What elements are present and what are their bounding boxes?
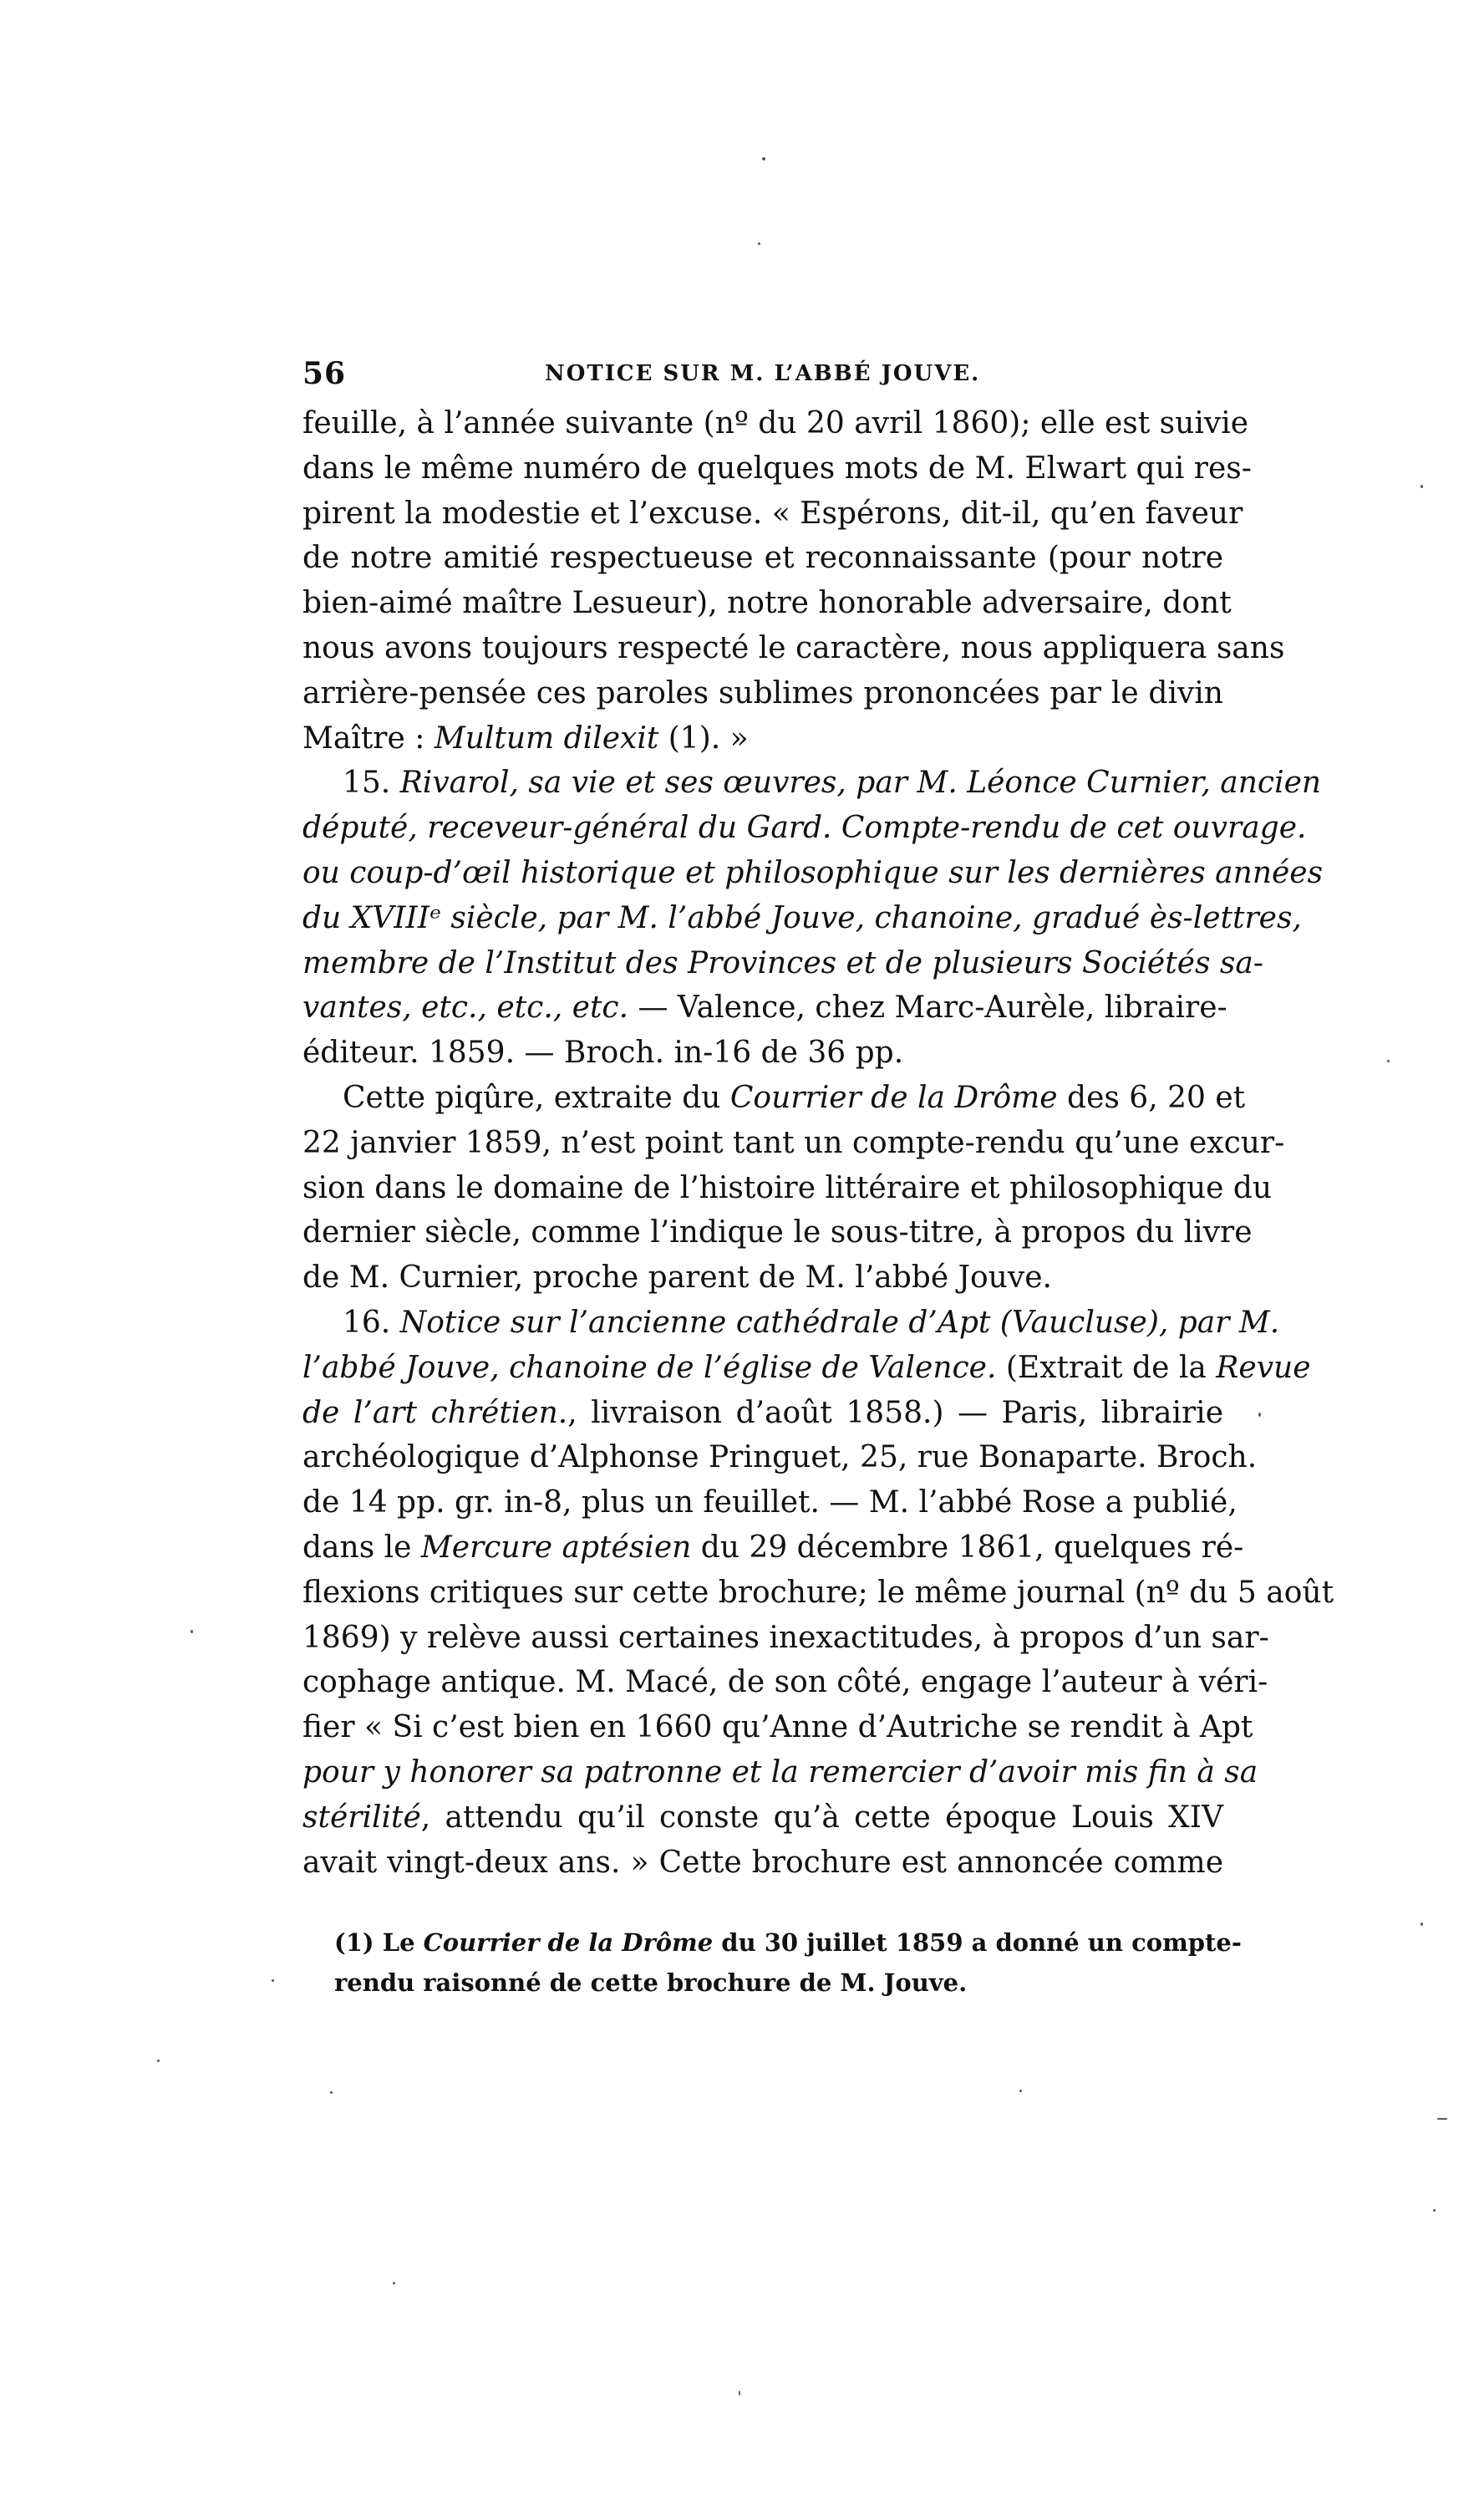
text-line: pirent la modestie et l’excuse. « Espérons, dit-il, qu’en faveur [302, 496, 1243, 531]
scan-speck [1258, 1413, 1261, 1417]
text-line [302, 1391, 1223, 1436]
scan-speck [1019, 2090, 1022, 2092]
text-run: — Valence, chez Marc-Aurèle, libraire- [628, 990, 1227, 1026]
scan-speck [1420, 1922, 1423, 1926]
text-line: 22 janvier 1859, n’est point tant un compte-rendu qu’une excur- [302, 1125, 1285, 1160]
text-line: pour y honorer sa patronne et la remercier d’avoir mis fin à sa [302, 1754, 1258, 1790]
text-line [302, 985, 1227, 1031]
page-number: 56 [302, 356, 347, 391]
text-line: avait vingt-deux ans. » Cette brochure est annoncée comme [302, 1845, 1223, 1880]
text-run: des 6, 20 et [1057, 1080, 1246, 1115]
entry-15-line [302, 761, 1322, 806]
text-run: du 30 juillet 1859 a donné un compte- [713, 1928, 1242, 1957]
newspaper-name: Mercure aptésien [420, 1530, 692, 1565]
text-line: dernier siècle, comme l’indique le sous-titre, à propos du livre [302, 1215, 1253, 1250]
text-line [302, 1346, 1311, 1391]
footnote-line: rendu raisonné de cette brochure de M. Jouve. [334, 1968, 968, 1997]
footnote [334, 1922, 1242, 2003]
newspaper-name: Courrier de la Drôme [729, 1080, 1058, 1115]
text-line: de 14 pp. gr. in-8, plus un feuillet. — M. l’abbé Rose a publié, [302, 1485, 1238, 1520]
text-line [302, 1525, 1244, 1571]
text-line: bien-aimé maître Lesueur), notre honorable adversaire, dont [302, 586, 1232, 621]
entry-title: Rivarol, sa vie et ses œuvres, par M. Léonce Curnier, ancien [399, 766, 1322, 801]
text-line: flexions critiques sur cette brochure; le même journal (nº du 5 août [302, 1575, 1334, 1610]
text-run: dans le [302, 1530, 421, 1565]
entry-16-line [302, 1301, 1280, 1346]
text-run: (1) Le [334, 1928, 424, 1957]
text-line: fier « Si c’est bien en 1660 qu’Anne d’Autriche se rendit à Apt [302, 1710, 1253, 1745]
text-line: de M. Curnier, proche parent de M. l’abbé Jouve. [302, 1260, 1052, 1296]
scan-speck [1420, 485, 1423, 488]
scan-speck [762, 157, 765, 160]
text-run: vantes, etc., etc., etc. [302, 990, 629, 1026]
scan-speck [1387, 1060, 1390, 1062]
text-line: cophage antique. M. Macé, de son côté, engage l’auteur à véri- [302, 1665, 1268, 1700]
entry-title: Notice sur l’ancienne cathédrale d’Apt (Vaucluse), par M. [399, 1305, 1280, 1340]
scan-speck [758, 242, 760, 245]
text-line: membre de l’Institut des Provinces et de plusieurs Sociétés sa- [302, 945, 1264, 980]
text-run: , livraison d’août 1858.) — Paris, librairie [567, 1395, 1224, 1430]
page-header [302, 356, 1223, 406]
text-line: 1869) y relève aussi certaines inexactitudes, à propos d’un sar- [302, 1620, 1269, 1655]
text-line [302, 716, 1223, 761]
text-line: député, receveur-général du Gard. Compte-rendu de cet ouvrage. [302, 811, 1307, 846]
text-run: du 29 décembre 1861, quelques ré- [691, 1530, 1244, 1565]
text-line: dans le même numéro de quelques mots de M. Elwart qui res- [302, 451, 1252, 486]
text-run: stérilité [302, 1800, 421, 1835]
scan-speck [739, 2391, 740, 2396]
text-line: éditeur. 1859. — Broch. in-16 de 36 pp. [302, 1036, 904, 1071]
text-line: sion dans le domaine de l’histoire littéraire et philosophique du [302, 1170, 1273, 1205]
entry-number: 15. [343, 766, 400, 801]
text-line: ou coup-d’œil historique et philosophique sur les dernières années [302, 855, 1324, 890]
scan-speck [191, 1630, 193, 1633]
text-line: nous avons toujours respecté le caractère, nous appliquera sans [302, 630, 1285, 665]
text-line: arrière-pensée ces paroles sublimes prononcées par le divin [302, 675, 1223, 710]
footnote-line [334, 1922, 1242, 1963]
scan-speck [1437, 2118, 1447, 2120]
running-title: NOTICE SUR M. L’ABBÉ JOUVE. [545, 361, 981, 386]
text-line: feuille, à l’année suivante (nº du 20 avril 1860); elle est suivie [302, 406, 1249, 440]
text-run: Maître : [302, 720, 435, 756]
entry-number: 16. [343, 1305, 400, 1340]
text-line: du XVIIIᵉ siècle, par M. l’abbé Jouve, chanoine, gradué ès-lettres, [302, 900, 1302, 935]
text-run: Cette piqûre, extraite du [343, 1080, 730, 1115]
scan-speck [393, 2282, 395, 2284]
scan-speck [330, 2091, 333, 2094]
text-line [302, 1795, 1223, 1841]
text-run: de l’art chrétien. [302, 1395, 568, 1430]
newspaper-name: Courrier de la Drôme [423, 1928, 714, 1957]
scan-speck [1433, 2209, 1436, 2212]
text-run: , attendu qu’il conste qu’à cette époque Louis XIV [420, 1800, 1223, 1835]
text-run: (Extrait de la [996, 1350, 1217, 1385]
text-run: l’abbé Jouve, chanoine de l’église de Valence. [302, 1350, 997, 1385]
text-run: Revue [1216, 1350, 1311, 1385]
text-run: (1). » [658, 720, 749, 756]
scan-speck [272, 1979, 274, 1982]
text-line: de notre amitié respectueuse et reconnaissante (pour notre [302, 541, 1223, 576]
latin-quote: Multum dilexit [434, 720, 659, 756]
text-line [302, 1076, 1246, 1121]
text-line: archéologique d’Alphonse Pringuet, 25, rue Bonaparte. Broch. [302, 1440, 1258, 1475]
main-text [302, 401, 1334, 1885]
scan-speck [157, 2060, 160, 2062]
